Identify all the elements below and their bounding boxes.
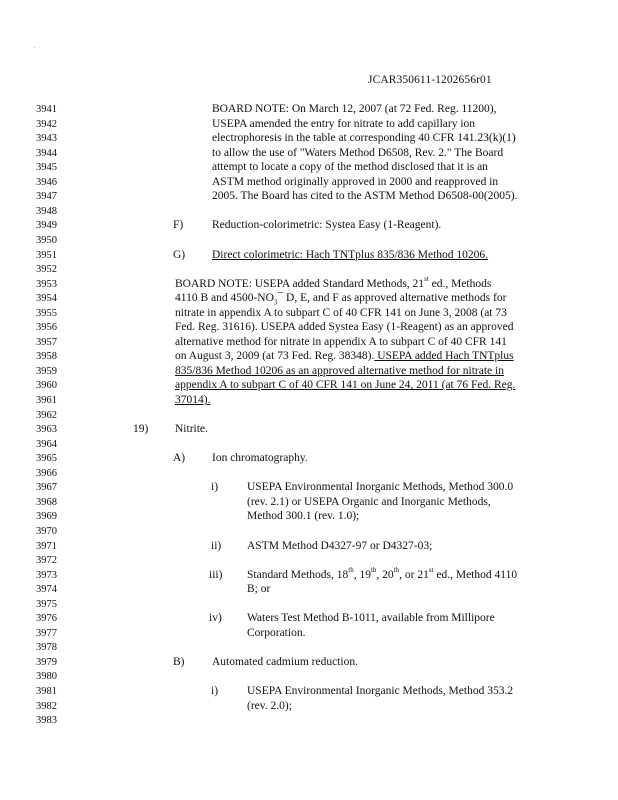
document-line: [0, 699, 618, 714]
text-segment: Standard Methods, 18: [247, 568, 349, 581]
line-text: [212, 451, 308, 466]
text-segment: BOARD NOTE: USEPA added Standard Methods, 21: [175, 277, 425, 290]
document-line: [0, 539, 618, 554]
document-line: [0, 422, 618, 437]
line-number: 3970: [36, 525, 57, 537]
text-segment: electrophoresis in the table at corresponding 40 CFR 141.23(k)(1): [212, 132, 516, 145]
line-text: [247, 565, 518, 583]
list-item-label: B): [173, 655, 185, 668]
line-number: 3961: [36, 395, 57, 406]
list-item-label: G): [173, 248, 186, 261]
document-id-header: JCAR350611-1202656r01: [368, 74, 492, 86]
document-line: [0, 117, 618, 132]
document-line: [0, 364, 618, 379]
line-number: 3946: [36, 176, 57, 188]
text-segment: 2005. The Board has cited to the ASTM Method D6508-00(2005).: [212, 190, 518, 203]
document-line: [0, 335, 618, 350]
document-line: [0, 274, 618, 292]
text-segment: Reduction-colorimetric: Systea Easy (1-Reagent).: [212, 219, 442, 232]
superscript-text: th: [370, 565, 377, 574]
text-segment: on August 3, 2009 (at 73 Fed. Reg. 38348).: [175, 350, 375, 363]
text-segment: USEPA Environmental Inorganic Methods, Method 300.0: [247, 481, 514, 494]
document-line: [0, 495, 618, 510]
document-line: [0, 684, 618, 699]
document-line: [0, 509, 618, 524]
line-number: 3979: [36, 656, 57, 668]
line-number: 3978: [36, 642, 57, 654]
text-segment: ed., Method 4110: [433, 568, 518, 581]
line-number: 3950: [36, 234, 57, 246]
document-line: [0, 233, 618, 248]
text-segment: USEPA Environmental Inorganic Methods, Method 353.2: [247, 685, 514, 697]
list-item-label: i): [211, 685, 219, 697]
line-text: [212, 218, 441, 233]
line-text: [247, 539, 432, 554]
line-text: [247, 611, 495, 626]
line-number: 3981: [36, 686, 57, 697]
line-number: 3948: [36, 205, 57, 217]
line-number: 3955: [36, 307, 57, 319]
document-line: [0, 349, 618, 364]
line-text: [212, 655, 358, 670]
line-text: [175, 335, 507, 350]
text-segment: 37014).: [175, 394, 211, 406]
text-segment: B; or: [247, 583, 271, 596]
document-line: [0, 306, 618, 321]
line-number: 3945: [36, 162, 57, 174]
text-segment: (rev. 2.0);: [247, 699, 292, 712]
line-number: 3953: [36, 278, 57, 290]
line-number: 3974: [36, 584, 57, 596]
line-text: [212, 146, 503, 161]
line-number: 3965: [36, 453, 57, 465]
superscript-text: st: [428, 565, 434, 574]
document-line: [0, 146, 618, 161]
line-text: [175, 364, 504, 379]
text-segment: BOARD NOTE: On March 12, 2007 (at 72 Fed. Reg. 11200),: [212, 103, 497, 115]
superscript-text: th: [393, 565, 400, 574]
text-segment: Fed. Reg. 31616). USEPA added Systea Easy (1-Reagent) as an approved: [175, 321, 514, 334]
text-segment: 835/836 Method 10206 as an approved alternative method for nitrate in: [175, 364, 504, 377]
line-number: 3966: [36, 467, 57, 479]
text-segment: USEPA added Hach TNTplus: [374, 350, 514, 363]
line-text: [175, 422, 208, 437]
document-line: [0, 262, 618, 277]
line-number: 3951: [36, 249, 57, 261]
line-number: 3957: [36, 336, 57, 348]
line-number: 3960: [36, 380, 57, 392]
line-number: 3969: [36, 511, 57, 523]
text-segment: nitrate in appendix A to subpart C of 40 CFR 141 on June 3, 2008 (at 73: [175, 306, 507, 319]
list-item-label: ii): [211, 539, 222, 552]
line-number: 3964: [36, 438, 57, 450]
document-line: [0, 131, 618, 146]
document-line: [0, 189, 618, 204]
line-number: 3983: [36, 715, 57, 727]
text-segment: 4110 B and 4500-NO: [175, 292, 274, 305]
document-line: [0, 218, 618, 233]
line-number: 3947: [36, 191, 57, 203]
document-line: [0, 466, 618, 481]
line-text: [175, 349, 514, 364]
document-line: [0, 204, 618, 219]
list-item-label: i): [211, 481, 219, 494]
document-line: [0, 669, 618, 684]
list-item-label: iii): [209, 568, 223, 581]
document-line: [0, 393, 618, 408]
line-text: [212, 175, 498, 190]
text-segment: Corporation.: [247, 626, 306, 639]
line-text: [212, 102, 497, 117]
line-number: 3975: [36, 598, 57, 610]
document-line: [0, 291, 618, 306]
subscript-text: 3: [273, 298, 278, 307]
list-item-label: F): [173, 219, 184, 232]
line-text: [247, 699, 292, 714]
line-text: [247, 480, 513, 495]
line-number: 3968: [36, 496, 57, 508]
line-number: 3952: [36, 264, 57, 276]
text-segment: attempt to locate a copy of the method disclosed that it is an: [212, 161, 488, 174]
document-line: [0, 597, 618, 612]
line-number: 3962: [36, 409, 57, 421]
document-line: [0, 524, 618, 539]
text-segment: Waters Test Method B-1011, available from Millipore: [247, 612, 495, 625]
list-item-label: iv): [209, 612, 222, 625]
line-number: 3944: [36, 147, 57, 159]
line-text: [247, 495, 491, 510]
text-segment: (rev. 2.1) or USEPA Organic and Inorganic Methods,: [247, 495, 491, 508]
line-text: [247, 582, 270, 597]
line-text: [212, 131, 516, 146]
line-text: [212, 117, 475, 132]
line-number: 3954: [36, 293, 57, 305]
line-number: 3971: [36, 540, 57, 552]
line-number: 3977: [36, 627, 57, 639]
text-segment: , 19: [353, 568, 371, 581]
text-segment: to allow the use of "Waters Method D6508, Rev. 2." The Board: [212, 146, 504, 159]
document-line: [0, 175, 618, 190]
document-line: [0, 102, 618, 117]
line-number: 3941: [36, 104, 57, 115]
text-segment: Nitrite.: [175, 423, 208, 436]
text-segment: Method 300.1 (rev. 1.0);: [247, 510, 360, 523]
text-segment: Ion chromatography.: [212, 452, 308, 465]
text-segment: Direct colorimetric: Hach TNTplus 835/836 Method 10206.: [212, 248, 489, 261]
document-line: [0, 480, 618, 495]
document-line: [0, 160, 618, 175]
line-text: [175, 378, 515, 393]
line-number: 3976: [36, 613, 57, 625]
line-text: [175, 306, 507, 321]
line-number: 3967: [36, 482, 57, 494]
line-number: 3963: [36, 424, 57, 436]
document-line: [0, 320, 618, 335]
line-text: [175, 320, 513, 335]
text-segment: , 20: [376, 568, 394, 581]
line-number: 3956: [36, 322, 57, 334]
text-segment: ed., Methods: [428, 277, 492, 290]
line-number: 3973: [36, 569, 57, 581]
text-segment: Automated cadmium reduction.: [212, 655, 358, 668]
line-number: 3958: [36, 351, 57, 363]
document-line: [0, 248, 618, 263]
text-segment: ¯ D, E, and F as approved alternative methods for: [277, 292, 507, 305]
document-line: [0, 626, 618, 641]
text-segment: , or 21: [399, 568, 429, 581]
line-text: [175, 291, 506, 306]
document-line: [0, 378, 618, 393]
document-line: [0, 582, 618, 597]
line-text: [247, 509, 359, 524]
document-line: [0, 553, 618, 568]
document-line: [0, 611, 618, 626]
line-text: [212, 160, 488, 175]
document-line: [0, 565, 618, 583]
line-text: [175, 393, 210, 408]
line-text: [212, 248, 488, 263]
line-number: 3942: [36, 118, 57, 130]
document-line: [0, 640, 618, 655]
text-segment: ASTM method originally approved in 2000 and reapproved in: [212, 175, 499, 188]
superscript-text: th: [348, 565, 354, 574]
list-item-label: A): [173, 452, 186, 465]
superscript-text: st: [424, 274, 429, 283]
line-number: 3982: [36, 700, 57, 712]
document-line: [0, 437, 618, 452]
document-line: [0, 713, 618, 728]
document-line: [0, 451, 618, 466]
text-segment: alternative method for nitrate in appendix A to subpart C of 40 CFR 141: [175, 335, 507, 348]
scan-speck: .: [34, 44, 36, 50]
line-text: [175, 274, 492, 292]
line-number: 3980: [36, 671, 57, 683]
text-segment: ASTM Method D4327-97 or D4327-03;: [247, 539, 433, 552]
line-text: [247, 684, 513, 699]
line-number: 3972: [36, 555, 57, 567]
line-number: 3943: [36, 133, 57, 145]
text-segment: USEPA amended the entry for nitrate to add capillary ion: [212, 117, 476, 130]
line-number: 3959: [36, 365, 57, 377]
text-segment: appendix A to subpart C of 40 CFR 141 on June 24, 2011 (at 76 Fed. Reg.: [175, 379, 516, 392]
list-item-label: 19): [133, 423, 149, 436]
document-line: [0, 408, 618, 423]
document-line: [0, 655, 618, 670]
line-text: [212, 189, 517, 204]
line-number: 3949: [36, 220, 57, 232]
line-text: [247, 626, 305, 641]
